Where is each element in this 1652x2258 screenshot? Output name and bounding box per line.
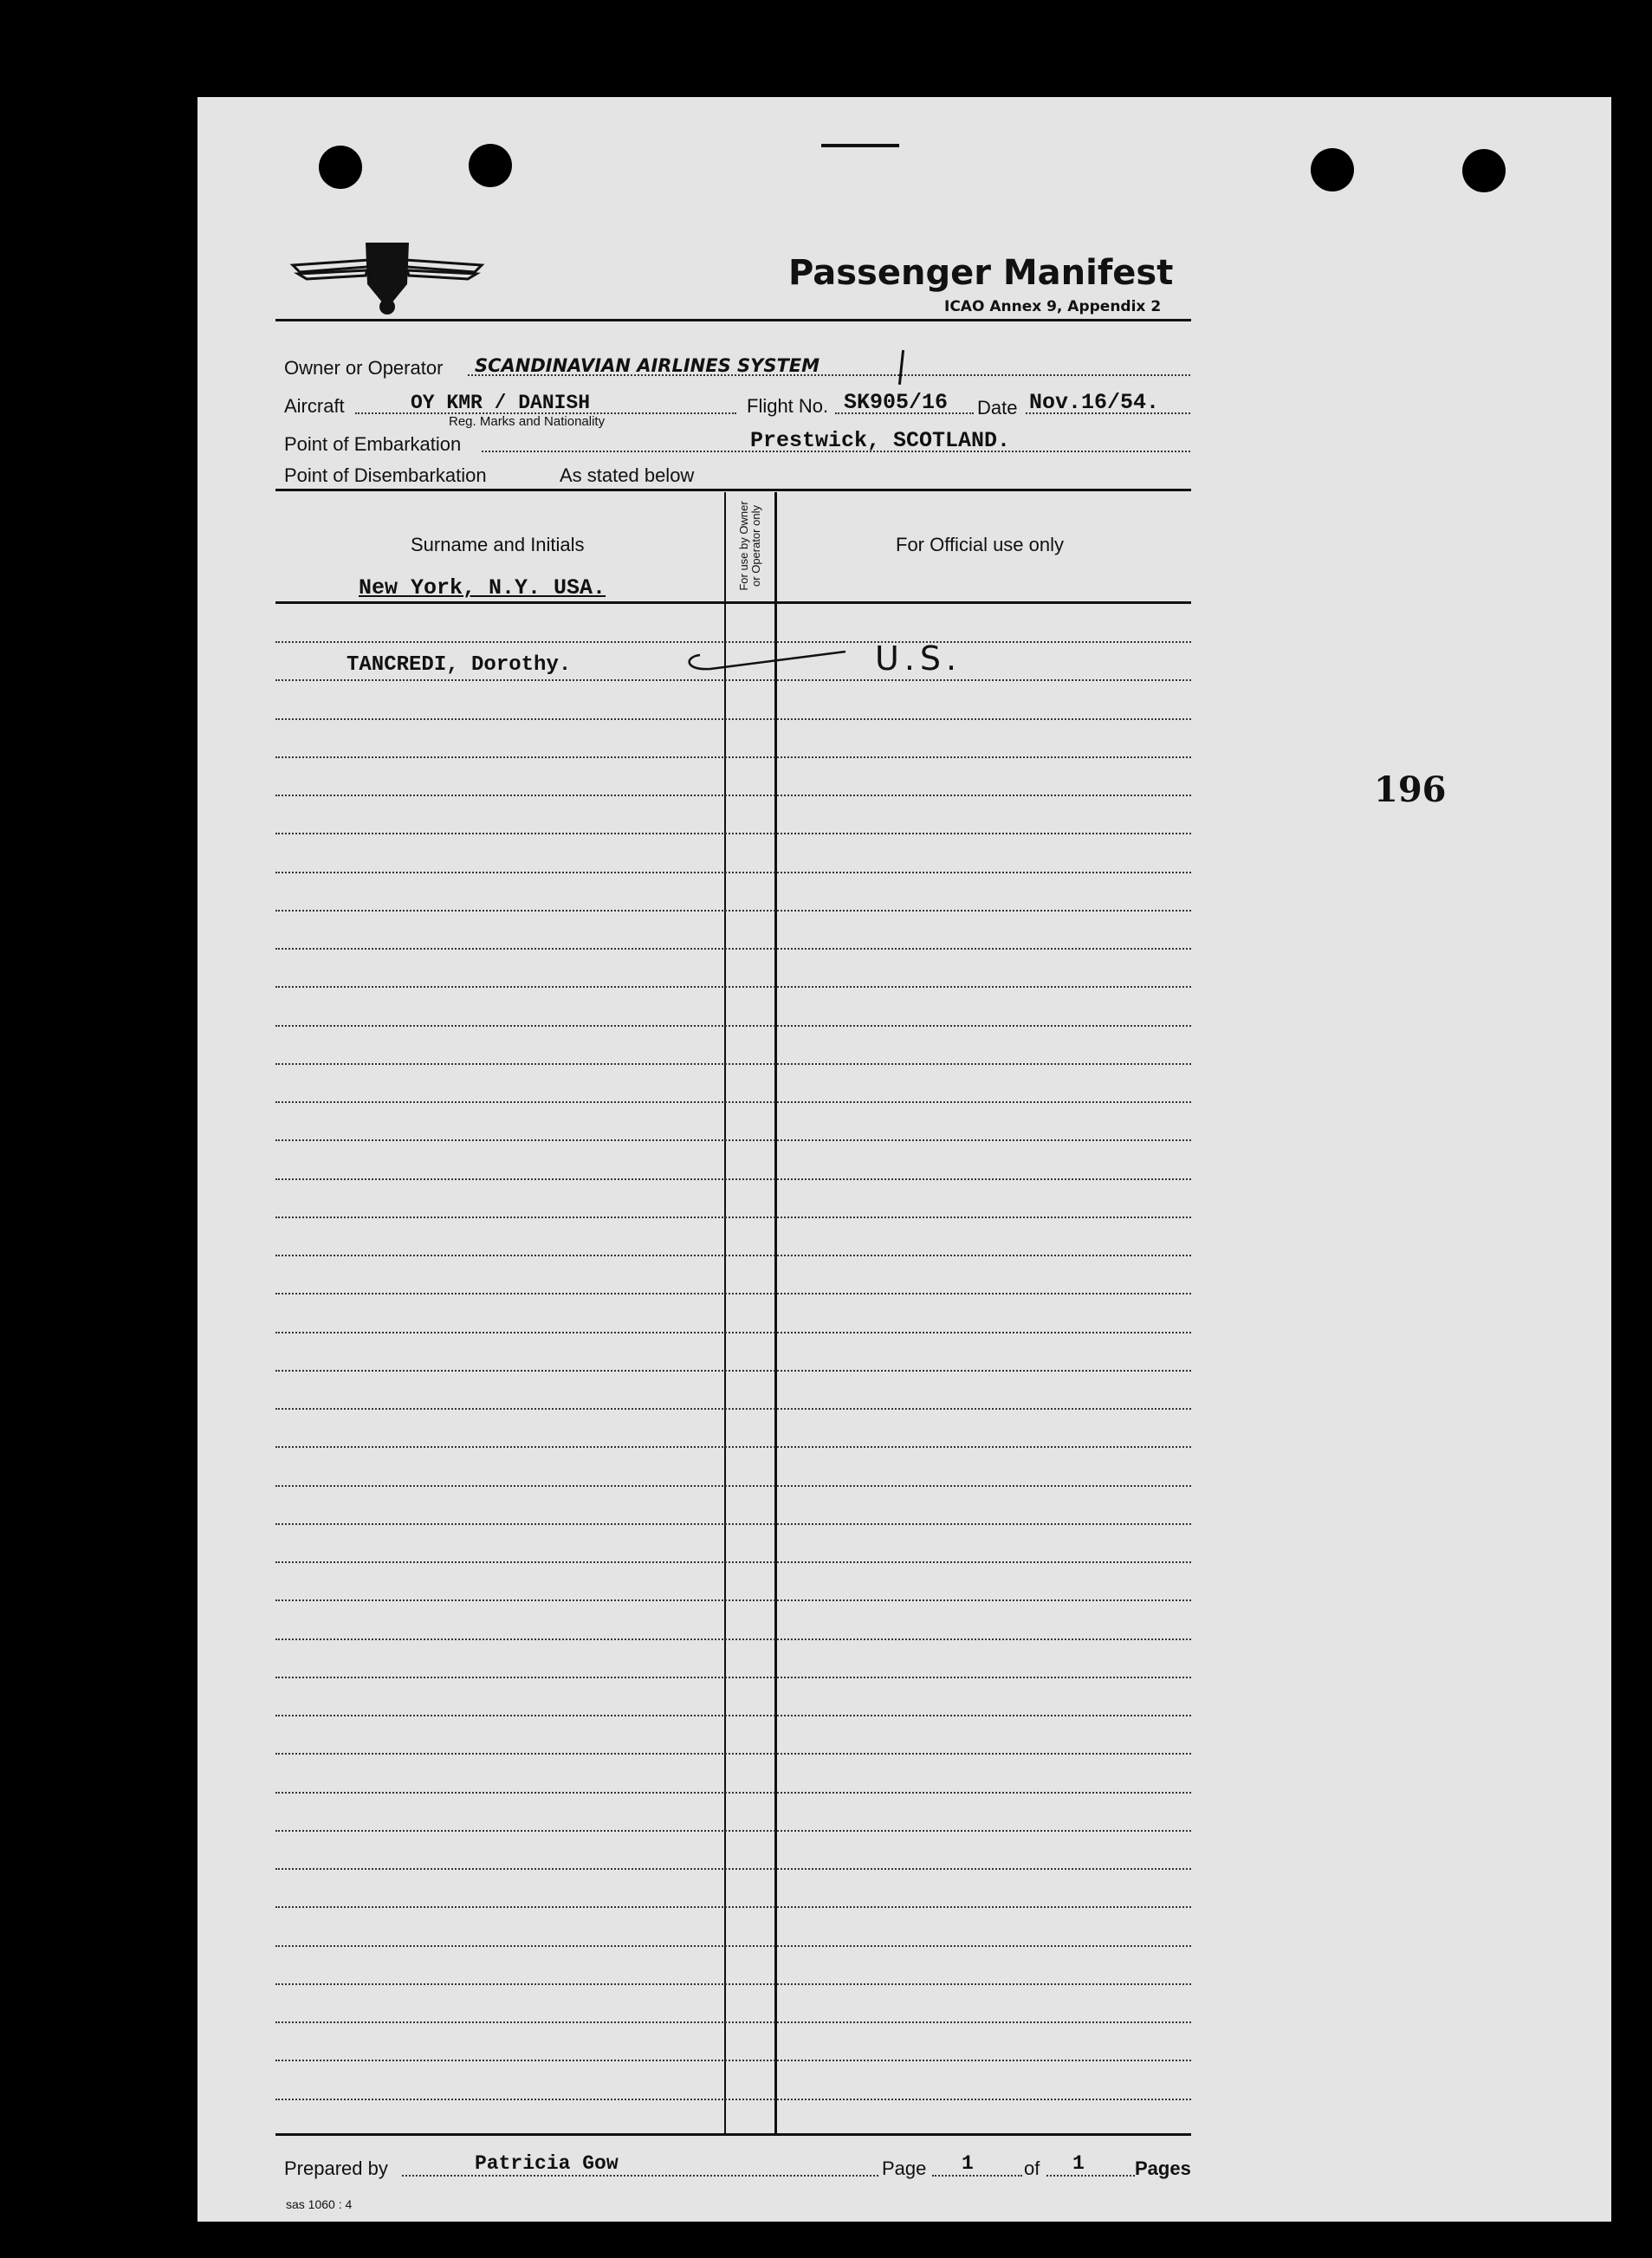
table-row: [275, 1753, 1191, 1755]
table-row: [275, 718, 1191, 720]
owner-value: SCANDINAVIAN AIRLINES SYSTEM: [475, 355, 820, 376]
passenger-official-note: U.S.: [875, 639, 962, 678]
staple-mark: [821, 144, 899, 147]
table-header-rule: [275, 601, 1191, 604]
embarkation-value: Prestwick, SCOTLAND.: [750, 428, 1011, 453]
stamp-number: 196: [1374, 769, 1447, 810]
owner-label: Owner or Operator: [284, 357, 444, 379]
of-line: [1046, 2175, 1135, 2177]
table-bottom-rule: [275, 2133, 1191, 2136]
punch-hole: [1462, 149, 1506, 192]
table-row: [275, 1485, 1191, 1487]
flight-label: Flight No.: [747, 395, 829, 417]
airline-logo: [289, 234, 485, 317]
pen-check-mark: [684, 646, 849, 682]
disembarkation-label: Point of Disembarkation: [284, 464, 487, 486]
of-value: 1: [1072, 2152, 1085, 2175]
page-line: [932, 2175, 1022, 2177]
date-value: Nov.16/54.: [1029, 390, 1160, 415]
table-row: [275, 641, 1191, 643]
table-row: [275, 1101, 1191, 1103]
table-row: [275, 1715, 1191, 1716]
table-row: [275, 910, 1191, 912]
col-divider-right: [774, 492, 777, 2135]
table-row: [275, 1178, 1191, 1180]
col-surname-header: Surname and Initials: [411, 534, 585, 555]
table-row: [275, 833, 1191, 834]
table-row: [275, 795, 1191, 796]
table-row: [275, 1677, 1191, 1678]
table-row: [275, 1446, 1191, 1448]
destination-entry: New York, N.Y. USA.: [359, 575, 606, 600]
table-row: [275, 2060, 1191, 2061]
table-row: [275, 1370, 1191, 1372]
table-row: [275, 1025, 1191, 1027]
table-row: [275, 948, 1191, 950]
embarkation-label: Point of Embarkation: [284, 433, 462, 455]
punch-hole: [1311, 148, 1354, 191]
table-row: [275, 1255, 1191, 1256]
form-title: Passenger Manifest: [788, 253, 1174, 293]
header-rule: [275, 489, 1191, 491]
table-row: [275, 1792, 1191, 1794]
table-row: [275, 1408, 1191, 1410]
table-row: [275, 756, 1191, 758]
table-row: [275, 986, 1191, 988]
form-code: sas 1060 : 4: [286, 2197, 353, 2211]
punch-hole: [319, 146, 362, 189]
form-subtitle: ICAO Annex 9, Appendix 2: [944, 298, 1162, 315]
table-row: [275, 1293, 1191, 1294]
prepared-label: Prepared by: [284, 2157, 388, 2179]
aircraft-label: Aircraft: [284, 395, 345, 417]
table-row: [275, 1599, 1191, 1601]
col-official-header: For Official use only: [896, 534, 1065, 555]
table-row: [275, 1983, 1191, 1985]
punch-hole: [469, 144, 512, 187]
passenger-name: TANCREDI, Dorothy.: [347, 653, 572, 677]
aircraft-sublabel: Reg. Marks and Nationality: [449, 414, 606, 429]
table-row: [275, 1906, 1191, 1908]
table-row: [275, 1945, 1191, 1947]
table-row: [275, 1332, 1191, 1333]
col-divider-left: [724, 492, 726, 2135]
table-row: [275, 1063, 1191, 1065]
of-label: of: [1024, 2157, 1040, 2179]
table-row: [275, 679, 1191, 681]
table-row: [275, 1523, 1191, 1525]
page-value: 1: [962, 2152, 974, 2175]
table-row: [275, 1638, 1191, 1640]
table-row: [275, 2099, 1191, 2100]
table-row: [275, 1868, 1191, 1870]
pages-label: Pages: [1135, 2157, 1191, 2179]
top-rule: [275, 319, 1191, 321]
manifest-page: [198, 97, 1611, 2222]
prepared-value: Patricia Gow: [475, 2152, 619, 2175]
table-row: [275, 1830, 1191, 1832]
flight-value: SK905/16: [844, 390, 949, 415]
prepared-line: [402, 2175, 878, 2177]
date-label: Date: [977, 397, 1018, 419]
aircraft-value: OY KMR / DANISH: [411, 392, 591, 414]
table-row: [275, 1561, 1191, 1563]
table-row: [275, 872, 1191, 873]
table-row: [275, 1139, 1191, 1141]
disembarkation-value: As stated below: [560, 464, 695, 486]
page-label: Page: [882, 2157, 927, 2179]
table-row: [275, 1217, 1191, 1218]
col-owner-use-header: For use by Owner or Operator only: [737, 501, 762, 591]
table-row: [275, 2021, 1191, 2023]
